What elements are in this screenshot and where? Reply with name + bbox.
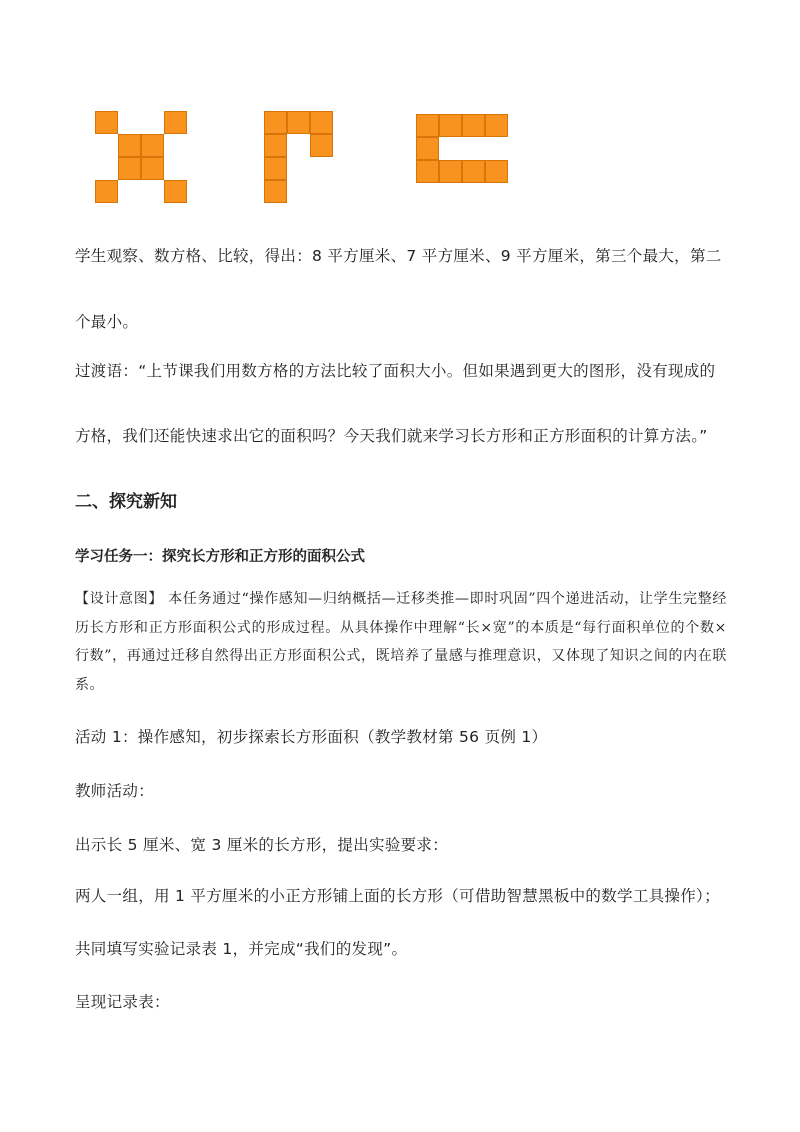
show-rectangle-line: 出示长 5 厘米、宽 3 厘米的长方形，提出实验要求： bbox=[75, 836, 449, 854]
unit-square bbox=[310, 111, 333, 134]
unit-square bbox=[264, 157, 287, 180]
teacher-activity-label: 教师活动： bbox=[75, 782, 155, 800]
unit-square bbox=[164, 180, 187, 203]
unit-square bbox=[416, 114, 439, 137]
unit-square bbox=[141, 134, 164, 157]
unit-square bbox=[95, 180, 118, 203]
fill-table-line: 共同填写实验记录表 1，并完成“我们的发现”。 bbox=[75, 940, 408, 958]
unit-square bbox=[164, 111, 187, 134]
task-heading: 学习任务一：探究长方形和正方形的面积公式 bbox=[75, 549, 365, 565]
unit-square bbox=[118, 134, 141, 157]
unit-square bbox=[485, 114, 508, 137]
unit-square bbox=[264, 134, 287, 157]
transition-line-1: 过渡语：“上节课我们用数方格的方法比较了面积大小。但如果遇到更大的图形，没有现成的 bbox=[75, 362, 716, 380]
unit-square bbox=[118, 157, 141, 180]
unit-square bbox=[462, 114, 485, 137]
section-heading: 二、探究新知 bbox=[75, 492, 177, 512]
unit-square bbox=[462, 160, 485, 183]
observation-line-2: 个最小。 bbox=[75, 313, 139, 331]
unit-square bbox=[264, 180, 287, 203]
figures-area bbox=[0, 0, 800, 220]
unit-square bbox=[439, 160, 462, 183]
unit-square bbox=[310, 134, 333, 157]
unit-square bbox=[95, 111, 118, 134]
observation-line-1: 学生观察、数方格、比较，得出：8 平方厘米、7 平方厘米、9 平方厘米，第三个最大，第二 bbox=[75, 247, 722, 265]
unit-square bbox=[264, 111, 287, 134]
unit-square bbox=[287, 111, 310, 134]
activity-1-heading: 活动 1：操作感知，初步探索长方形面积（教学教材第 56 页例 1） bbox=[75, 728, 548, 746]
unit-square bbox=[439, 114, 462, 137]
present-table-line: 呈现记录表： bbox=[75, 993, 170, 1011]
unit-square bbox=[416, 160, 439, 183]
unit-square bbox=[416, 137, 439, 160]
pair-work-line: 两人一组，用 1 平方厘米的小正方形铺上面的长方形（可借助智慧黑板中的数学工具操作）； bbox=[75, 887, 720, 905]
unit-square bbox=[141, 157, 164, 180]
transition-line-2: 方格，我们还能快速求出它的面积吗？今天我们就来学习长方形和正方形面积的计算方法。” bbox=[75, 427, 708, 445]
design-intent-paragraph: 【设计意图】 本任务通过“操作感知—归纳概括—迁移类推—即时巩固”四个递进活动，让学生完整经历长方形和正方形面积公式的形成过程。从具体操作中理解“长×宽”的本质是“每行面积单位的个数×行数”，再通过迁移自然得出正方形面积公式，既培养了量感与推理意识，又体现了知识之间的内在联系。 bbox=[75, 591, 727, 693]
unit-square bbox=[485, 160, 508, 183]
